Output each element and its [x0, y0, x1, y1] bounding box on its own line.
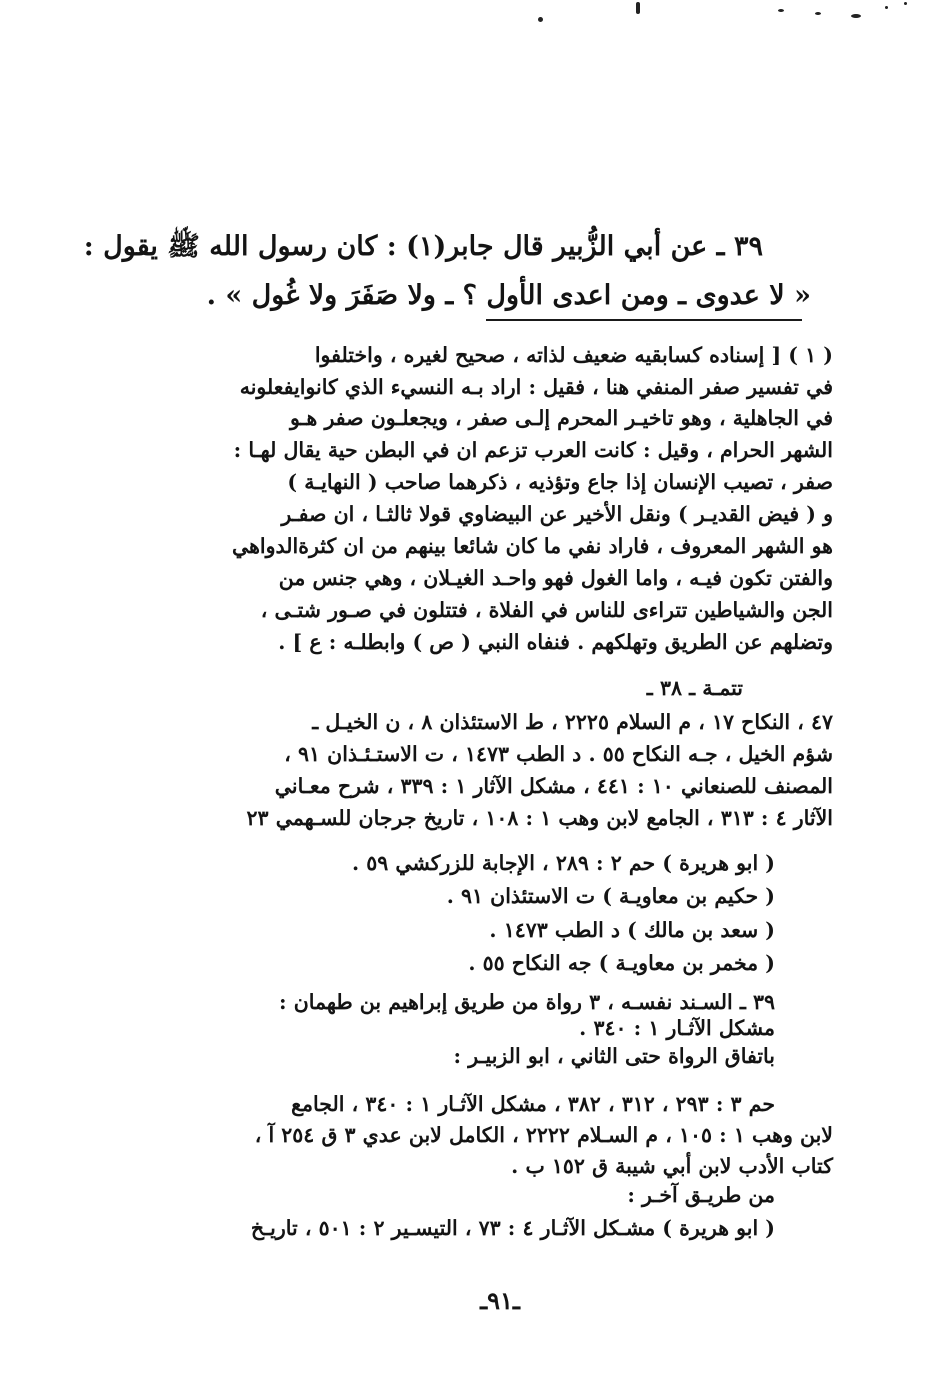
source-line: الآثار ٤ : ٣١٣ ، الجامع لابن وهب ١ : ١٠٨ ، تاريخ جرجان للسـهمي ٢٣	[246, 806, 833, 830]
scan-speck	[851, 14, 861, 18]
narrator-line: ( مخمر بن معاويـة ) جه النكاح ٥٥ .	[468, 951, 775, 975]
narrator-line: ( ابو هريرة ) حم ٢ : ٢٨٩ ، الإجابة للزركشي ٥٩ .	[351, 851, 775, 875]
footnote-line: ( ١ ) [ إسناده كسابقيه ضعيف لذاته ، صحيح لغيره ، واختلفوا	[314, 343, 833, 367]
source-line: شؤم الخيل ، جـه النكاح ٥٥ . د الطب ١٤٧٣ ، ت الاستـئـذان ٩١ ،	[284, 742, 833, 766]
page-number: ـ٩١ـ	[480, 1286, 520, 1315]
section39-line: باتفاق الرواة حتى الثاني ، ابو الزبيـر :	[453, 1044, 775, 1068]
continuation-title: تتمـة ـ ٣٨ ـ	[646, 676, 743, 700]
scan-speck	[636, 2, 640, 14]
narrator-line: ( سعد بن مالك ) د الطب ١٤٧٣ .	[489, 918, 775, 942]
footnote-line: صفر ، تصيب الإنسان إذا جاع وتؤذيه ، ذكرهما صاحب ( النهايـة )	[287, 470, 833, 494]
hadith-line-2: « لا عدوى ـ ومن اعدى الأول ؟ ـ ولا صَفَرَ ولا غُول » .	[206, 280, 811, 311]
source-line: المصنف للصنعاني ١٠ : ٤٤١ ، مشكل الآثار ١ : ٣٣٩ ، شرح معـاني	[274, 774, 833, 798]
reference-line: كتاب الأدب لابن أبي شيبة ق ١٥٢ ب .	[511, 1154, 833, 1178]
section39-line: مشكل الآثـار ١ : ٣٤٠ .	[579, 1016, 775, 1040]
scan-speck	[538, 17, 543, 22]
narrator-line: ( حكيم بن معاويـة ) ت الاستئذان ٩١ .	[446, 884, 775, 908]
footnote-line: في تفسير صفر المنفي هنا ، فقيل : اراد بـه النسيء الذي كانوايفعلونه	[239, 375, 833, 399]
reference-line: حم ٣ : ٢٩٣ ، ٣١٢ ، ٣٨٢ ، مشكل الآثـار ١ : ٣٤٠ ، الجامع	[291, 1092, 775, 1116]
footnote-line: الشهر الحرام ، وقيل : كانت العرب تزعم ان في البطن حية يقال لهـا :	[233, 438, 833, 462]
footnote-separator	[486, 319, 802, 321]
scan-speck	[778, 9, 784, 12]
scan-speck	[904, 2, 907, 5]
footnote-line: في الجاهلية ، وهو تاخيـر المحرم إلـى صفر ، ويجعلـون صفر هـو	[289, 406, 833, 430]
scan-speck	[885, 6, 888, 9]
source-line: ٤٧ ، النكاح ١٧ ، م السلام ٢٢٢٥ ، ط الاستئذان ٨ ، ن الخيـل ـ	[312, 710, 833, 734]
reference-line: لابن وهب ١ : ١٠٥ ، م السـلام ٢٢٢٢ ، الكامل لابن عدي ٣ ق ٢٥٤ آ ،	[254, 1123, 833, 1147]
footnote-line: والفتن تكون فيـه ، واما الغول فهو واحـد الغيـلان ، وهي جنس من	[278, 566, 833, 590]
scan-speck	[815, 12, 821, 15]
footnote-line: و ( فيض القديـر ) ونقل الأخير عن البيضاوي قولا ثالثـا ، ان صفـر	[281, 502, 833, 526]
footnote-line: الجن والشياطين تتراءى للناس في الفلاة ، فتتلون في صـور شتـى ،	[260, 598, 833, 622]
section39-line: ٣٩ ـ السـند نفسـه ، ٣ رواة من طريق إبراهيم بن طهمان :	[279, 990, 775, 1014]
reference-line: من طريـق آخـر :	[627, 1183, 775, 1207]
hadith-line-1: ٣٩ ـ عن أبي الزُّبير قال جابر(١) : كان رسول الله ﷺ يقول :	[83, 231, 763, 262]
footnote-line: وتضلهم عن الطريق وتهلكهم . فنفاه النبي ( ص ) وابطلـه : ع ] .	[278, 630, 833, 654]
reference-line: ( ابو هريرة ) مشـكل الآثـار ٤ : ٧٣ ، التيسـير ٢ : ٥٠١ ، تاريـخ	[250, 1216, 775, 1240]
footnote-line: هو الشهر المعروف ، فاراد نفي ما كان شائعا بينهم من ان كثرةالدواهي	[232, 534, 833, 558]
